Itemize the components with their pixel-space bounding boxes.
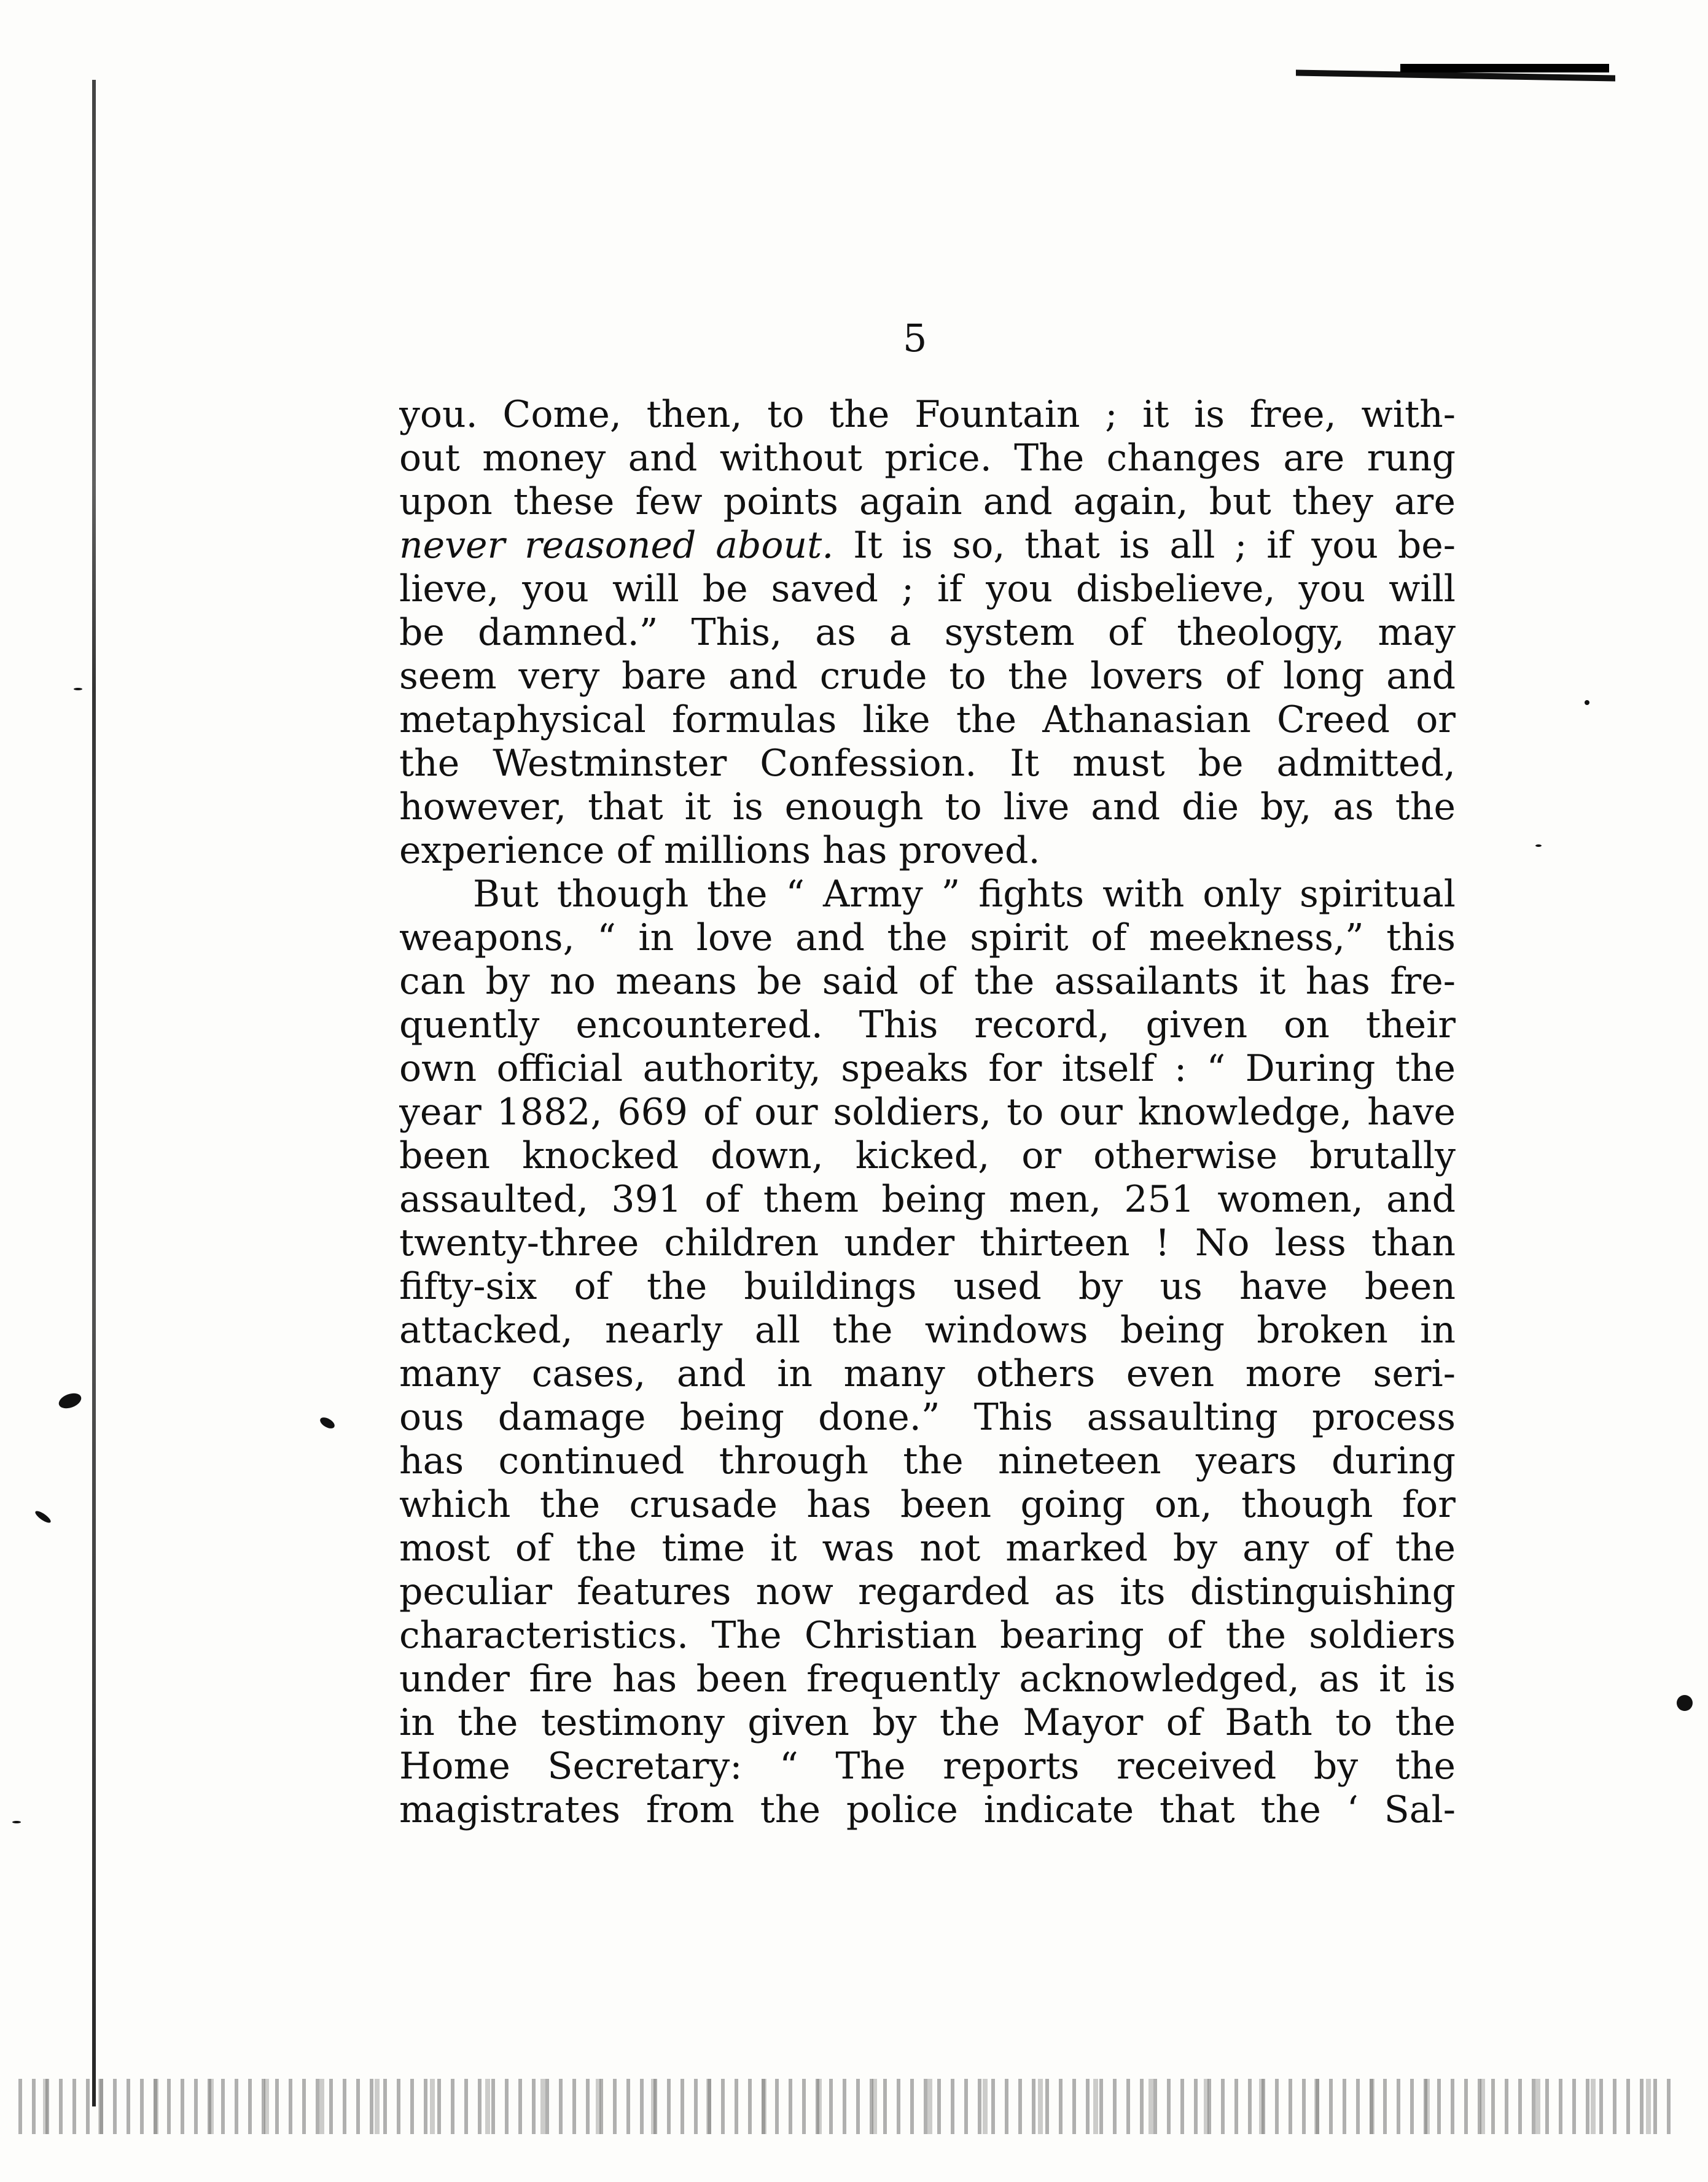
text-line: most of the time it was not marked by any of the: [399, 1527, 1456, 1570]
text-line: upon these few points again and again, but they are: [399, 480, 1456, 523]
scan-speck: [1535, 844, 1542, 847]
text-line: ous damage being done.” This assaulting process: [399, 1396, 1456, 1439]
text-line: however, that it is enough to live and die by, as the: [399, 785, 1456, 828]
text-line: been knocked down, kicked, or otherwise brutally: [399, 1134, 1456, 1177]
text-line: fifty-six of the buildings used by us have been: [399, 1265, 1456, 1308]
scan-speck: [12, 1821, 21, 1823]
text-line: own official authority, speaks for itself : “ During the: [399, 1047, 1456, 1090]
paragraph-2: [399, 873, 1456, 1832]
text-line: attacked, nearly all the windows being broken in: [399, 1309, 1456, 1352]
scan-speck: [57, 1390, 83, 1411]
text-line: year 1882, 669 of our soldiers, to our knowledge, have: [399, 1091, 1456, 1134]
text-line: under fire has been frequently acknowledged, as it is: [399, 1658, 1456, 1701]
text-line: peculiar features now regarded as its distinguishing: [399, 1570, 1456, 1613]
text-fragment: It is so, that is all ; if you be-: [833, 524, 1456, 567]
text-line: out money and without price. The changes are rung: [399, 437, 1456, 480]
text-line: weapons, “ in love and the spirit of meekness,” this: [399, 916, 1456, 959]
text-line: has continued through the nineteen years during: [399, 1440, 1456, 1483]
text-line: lieve, you will be saved ; if you disbelieve, you will: [399, 567, 1456, 610]
text-line: many cases, and in many others even more seri-: [399, 1352, 1456, 1395]
text-line: be damned.” This, as a system of theology, may: [399, 611, 1456, 654]
text-line: Home Secretary: “ The reports received by the: [399, 1745, 1456, 1788]
text-line: you. Come, then, to the Fountain ; it is free, with-: [399, 393, 1456, 436]
bottom-edge-noise: [18, 2079, 1677, 2134]
italic-phrase: never reasoned about.: [399, 524, 834, 567]
body-text: [399, 393, 1456, 1832]
text-line: which the crusade has been going on, though for: [399, 1483, 1456, 1526]
text-line: can by no means be said of the assailants it has fre-: [399, 960, 1456, 1003]
text-line-italic: [399, 524, 1456, 567]
paragraph-1: [399, 393, 1456, 873]
text-line: seem very bare and crude to the lovers of long and: [399, 655, 1456, 698]
text-line: magistrates from the police indicate that the ‘ Sal-: [399, 1788, 1456, 1831]
top-edge-mark-thick: [1400, 64, 1609, 72]
text-line: experience of millions has proved.: [399, 829, 1040, 872]
text-line: assaulted, 391 of them being men, 251 women, and: [399, 1178, 1456, 1221]
text-line: in the testimony given by the Mayor of Bath to the: [399, 1701, 1456, 1744]
scan-speck: [1585, 700, 1589, 705]
text-line: twenty-three children under thirteen ! No less than: [399, 1222, 1456, 1264]
scan-speck: [1677, 1695, 1693, 1711]
page-number: 5: [903, 316, 927, 360]
text-line: metaphysical formulas like the Athanasian Creed or: [399, 698, 1456, 741]
text-line: quently encountered. This record, given on their: [399, 1003, 1456, 1046]
text-line: But though the “ Army ” fights with only spiritual: [473, 873, 1456, 916]
text-line: characteristics. The Christian bearing of the soldiers: [399, 1614, 1456, 1657]
scan-speck: [74, 688, 82, 690]
binding-edge-shadow: [92, 80, 96, 2106]
scan-speck: [34, 1509, 52, 1524]
scan-speck: [318, 1415, 337, 1430]
text-line: the Westminster Confession. It must be admitted,: [399, 742, 1456, 785]
